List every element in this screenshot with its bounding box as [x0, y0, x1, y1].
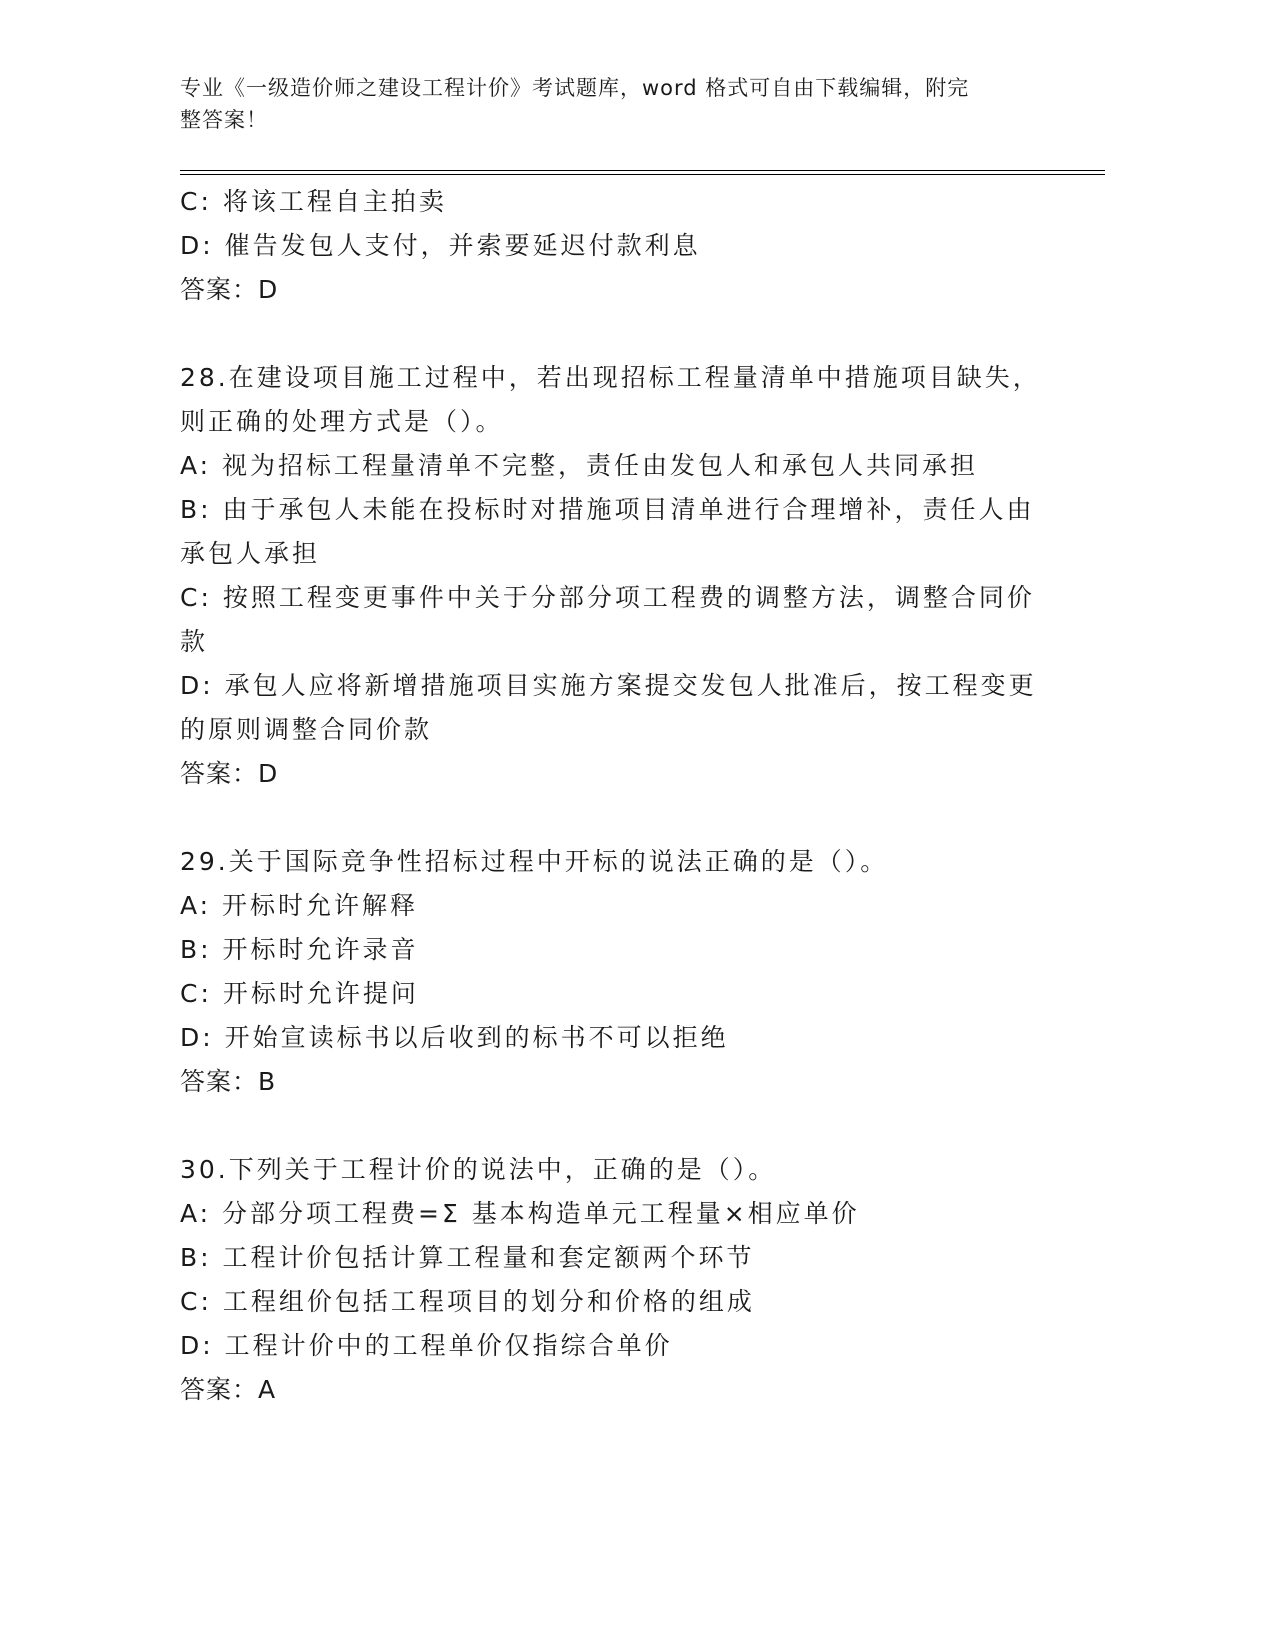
question-stem-line: 30.下列关于工程计价的说法中，正确的是（）。 [180, 1155, 777, 1184]
option-d [180, 664, 1040, 752]
prev-question-block [180, 180, 1040, 312]
option-c: C: 将该工程自主拍卖 [180, 187, 447, 216]
header-line-1: 专业《一级造价师之建设工程计价》考试题库，word 格式可自由下载编辑，附完 [180, 76, 970, 100]
option-c: C: 开标时允许提问 [180, 979, 419, 1008]
question-29 [180, 840, 1040, 1104]
option-d-line-2: 的原则调整合同价款 [180, 715, 433, 744]
question-28 [180, 356, 1040, 796]
option-c-line-1: C: 按照工程变更事件中关于分部分项工程费的调整方法，调整合同价 [180, 583, 1035, 612]
option-b: B: 工程计价包括计算工程量和套定额两个环节 [180, 1243, 755, 1272]
answer-line: 答案：D [180, 759, 279, 788]
option-c-line-2: 款 [180, 627, 209, 656]
option-b: B: 开标时允许录音 [180, 935, 419, 964]
answer-line: 答案：B [180, 1067, 277, 1096]
header-divider-bottom [180, 174, 1105, 175]
header-line-2: 整答案！ [180, 108, 268, 132]
answer-line: 答案：D [180, 275, 279, 304]
option-b [180, 488, 1040, 576]
question-stem-line: 29.关于国际竞争性招标过程中开标的说法正确的是（）。 [180, 847, 889, 876]
option-d: D: 催告发包人支付，并索要延迟付款利息 [180, 231, 701, 260]
option-b-line-2: 承包人承担 [180, 539, 321, 568]
question-content [180, 180, 1040, 1412]
option-a: A: 开标时允许解释 [180, 891, 419, 920]
option-d: D: 开始宣读标书以后收到的标书不可以拒绝 [180, 1023, 729, 1052]
question-stem-line: 28.在建设项目施工过程中，若出现招标工程量清单中措施项目缺失， [180, 363, 1041, 392]
answer-line: 答案：A [180, 1375, 277, 1404]
option-b-line-1: B: 由于承包人未能在投标时对措施项目清单进行合理增补，责任人由 [180, 495, 1035, 524]
option-c [180, 576, 1040, 664]
question-stem-line: 则正确的处理方式是（）。 [180, 407, 504, 436]
option-d-line-1: D: 承包人应将新增措施项目实施方案提交发包人批准后，按工程变更 [180, 671, 1037, 700]
option-d: D: 工程计价中的工程单价仅指综合单价 [180, 1331, 673, 1360]
document-header [180, 72, 1030, 136]
option-c: C: 工程组价包括工程项目的划分和价格的组成 [180, 1287, 755, 1316]
option-a: A: 分部分项工程费=Σ 基本构造单元工程量×相应单价 [180, 1199, 860, 1228]
question-30 [180, 1148, 1040, 1412]
header-divider-top [180, 170, 1105, 171]
option-a: A: 视为招标工程量清单不完整，责任由发包人和承包人共同承担 [180, 451, 979, 480]
